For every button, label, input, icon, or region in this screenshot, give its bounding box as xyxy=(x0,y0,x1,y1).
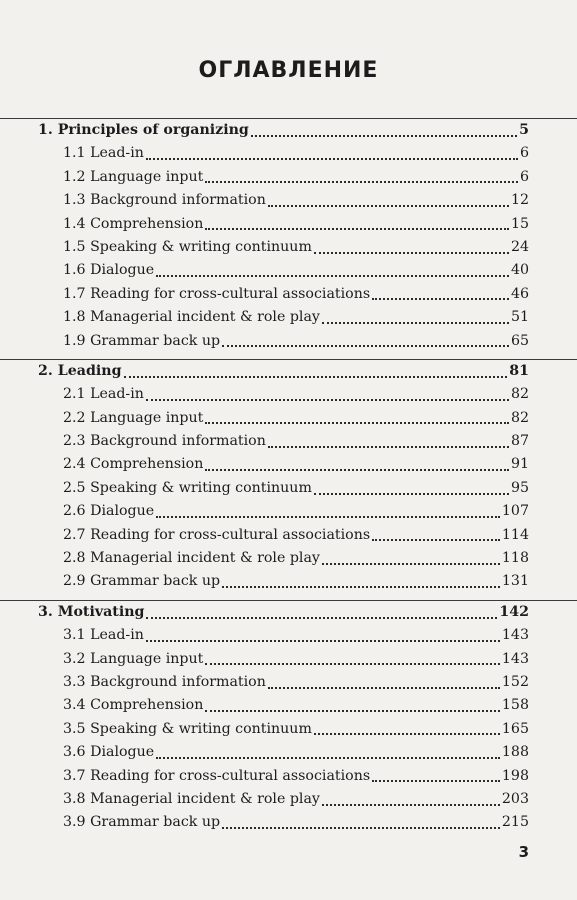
toc-section xyxy=(0,359,577,594)
dot-leader xyxy=(156,757,500,759)
subsection-page-number: 152 xyxy=(501,673,529,690)
subsection-page-number: 82 xyxy=(510,409,529,426)
subsection-title: 2.9 Grammar back up xyxy=(63,573,221,590)
toc-subsection-entry[interactable] xyxy=(0,142,577,165)
toc-subsection-entry[interactable] xyxy=(0,283,577,306)
subsection-title: 1.9 Grammar back up xyxy=(63,332,221,349)
subsection-page-number: 131 xyxy=(501,573,529,590)
toc-section xyxy=(0,118,577,353)
subsection-page-number: 87 xyxy=(510,433,529,450)
subsection-title: 2.4 Comprehension xyxy=(63,456,204,473)
subsection-title: 3.5 Speaking & writing continuum xyxy=(63,720,312,737)
subsection-title: 3.3 Background information xyxy=(63,673,266,690)
toc-subsection-entry[interactable] xyxy=(0,259,577,282)
subsection-title: 1.1 Lead-in xyxy=(63,145,144,162)
subsection-title: 2.2 Language input xyxy=(63,409,204,426)
subsection-page-number: 6 xyxy=(519,168,529,185)
subsection-title: 1.5 Speaking & writing continuum xyxy=(63,238,312,255)
subsection-page-number: 114 xyxy=(501,526,529,543)
dot-leader xyxy=(146,399,509,401)
toc-subsection-entry[interactable] xyxy=(0,430,577,453)
subsection-page-number: 165 xyxy=(501,720,529,737)
dot-leader xyxy=(146,640,500,642)
dot-leader xyxy=(146,617,497,619)
subsection-title: 1.2 Language input xyxy=(63,168,204,185)
toc-subsection-entry[interactable] xyxy=(0,306,577,329)
dot-leader xyxy=(251,135,517,137)
dot-leader xyxy=(372,298,509,300)
dot-leader xyxy=(205,663,500,665)
toc-subsection-entry[interactable] xyxy=(0,741,577,764)
dot-leader xyxy=(222,586,500,588)
subsection-title: 3.6 Dialogue xyxy=(63,744,155,761)
dot-leader xyxy=(322,322,509,324)
subsection-page-number: 143 xyxy=(501,650,529,667)
subsection-title: 3.1 Lead-in xyxy=(63,627,144,644)
subsection-title: 2.1 Lead-in xyxy=(63,386,144,403)
subsection-page-number: 46 xyxy=(510,285,529,302)
dot-leader xyxy=(156,275,509,277)
dot-leader xyxy=(314,733,500,735)
chapter-title: 2. Leading xyxy=(38,362,122,379)
subsection-page-number: 24 xyxy=(510,238,529,255)
subsection-title: 3.2 Language input xyxy=(63,650,204,667)
subsection-page-number: 188 xyxy=(501,744,529,761)
subsection-title: 1.8 Managerial incident & role play xyxy=(63,309,320,326)
subsection-title: 2.3 Background information xyxy=(63,433,266,450)
subsection-page-number: 118 xyxy=(501,550,529,567)
dot-leader xyxy=(222,345,509,347)
subsection-page-number: 107 xyxy=(501,503,529,520)
subsection-title: 1.3 Background information xyxy=(63,192,266,209)
chapter-title: 1. Principles of organizing xyxy=(38,122,249,138)
toc-section xyxy=(0,600,577,835)
subsection-title: 2.6 Dialogue xyxy=(63,503,155,520)
chapter-page-number: 5 xyxy=(519,122,529,138)
toc-subsection-entry[interactable] xyxy=(0,694,577,717)
subsection-title: 1.4 Comprehension xyxy=(63,215,204,232)
toc-subsection-entry[interactable] xyxy=(0,189,577,212)
dot-leader xyxy=(222,827,500,829)
toc-subsection-entry[interactable] xyxy=(0,453,577,476)
dot-leader xyxy=(205,181,518,183)
dot-leader xyxy=(268,205,509,207)
subsection-page-number: 12 xyxy=(510,192,529,209)
dot-leader xyxy=(372,539,500,541)
chapter-page-number: 81 xyxy=(509,362,529,379)
page-number: 3 xyxy=(518,843,529,861)
dot-leader xyxy=(372,780,500,782)
subsection-page-number: 6 xyxy=(519,145,529,162)
toc-subsection-entry[interactable] xyxy=(0,718,577,741)
toc-subsection-entry[interactable] xyxy=(0,383,577,406)
dot-leader xyxy=(268,446,509,448)
toc-subsection-entry[interactable] xyxy=(0,671,577,694)
subsection-page-number: 51 xyxy=(510,309,529,326)
toc-chapter-entry[interactable] xyxy=(0,360,577,383)
dot-leader xyxy=(205,469,509,471)
table-of-contents xyxy=(0,118,577,835)
subsection-title: 3.7 Reading for cross-cultural associations xyxy=(63,767,371,784)
dot-leader xyxy=(322,804,500,806)
chapter-title: 3. Motivating xyxy=(38,603,145,620)
toc-chapter-entry[interactable] xyxy=(0,119,577,142)
subsection-page-number: 158 xyxy=(501,697,529,714)
toc-subsection-entry[interactable] xyxy=(0,624,577,647)
dot-leader xyxy=(124,376,508,378)
subsection-title: 3.8 Managerial incident & role play xyxy=(63,790,320,807)
subsection-page-number: 215 xyxy=(501,814,529,831)
subsection-page-number: 143 xyxy=(501,627,529,644)
toc-subsection-entry[interactable] xyxy=(0,500,577,523)
toc-subsection-entry[interactable] xyxy=(0,648,577,671)
dot-leader xyxy=(268,687,500,689)
subsection-page-number: 15 xyxy=(510,215,529,232)
dot-leader xyxy=(146,158,518,160)
subsection-page-number: 95 xyxy=(510,479,529,496)
toc-subsection-entry[interactable] xyxy=(0,547,577,570)
subsection-page-number: 65 xyxy=(510,332,529,349)
subsection-title: 2.8 Managerial incident & role play xyxy=(63,550,320,567)
toc-subsection-entry[interactable] xyxy=(0,330,577,353)
subsection-page-number: 82 xyxy=(510,386,529,403)
toc-subsection-entry[interactable] xyxy=(0,788,577,811)
subsection-page-number: 198 xyxy=(501,767,529,784)
subsection-title: 1.7 Reading for cross-cultural associations xyxy=(63,285,371,302)
toc-subsection-entry[interactable] xyxy=(0,477,577,500)
chapter-page-number: 142 xyxy=(499,603,529,620)
dot-leader xyxy=(314,252,509,254)
dot-leader xyxy=(205,422,509,424)
dot-leader xyxy=(322,563,500,565)
toc-subsection-entry[interactable] xyxy=(0,765,577,788)
subsection-title: 1.6 Dialogue xyxy=(63,262,155,279)
dot-leader xyxy=(205,228,509,230)
toc-subsection-entry[interactable] xyxy=(0,570,577,593)
toc-chapter-entry[interactable] xyxy=(0,601,577,624)
toc-subsection-entry[interactable] xyxy=(0,407,577,430)
dot-leader xyxy=(156,516,500,518)
subsection-title: 3.9 Grammar back up xyxy=(63,814,221,831)
subsection-page-number: 91 xyxy=(510,456,529,473)
toc-subsection-entry[interactable] xyxy=(0,811,577,834)
subsection-title: 3.4 Comprehension xyxy=(63,697,204,714)
subsection-page-number: 203 xyxy=(501,790,529,807)
toc-subsection-entry[interactable] xyxy=(0,524,577,547)
subsection-page-number: 40 xyxy=(510,262,529,279)
dot-leader xyxy=(205,710,500,712)
toc-subsection-entry[interactable] xyxy=(0,236,577,259)
toc-subsection-entry[interactable] xyxy=(0,166,577,189)
page-title: ОГЛАВЛЕНИЕ xyxy=(198,58,379,83)
subsection-title: 2.5 Speaking & writing continuum xyxy=(63,479,312,496)
dot-leader xyxy=(314,493,509,495)
subsection-title: 2.7 Reading for cross-cultural associations xyxy=(63,526,371,543)
toc-subsection-entry[interactable] xyxy=(0,213,577,236)
